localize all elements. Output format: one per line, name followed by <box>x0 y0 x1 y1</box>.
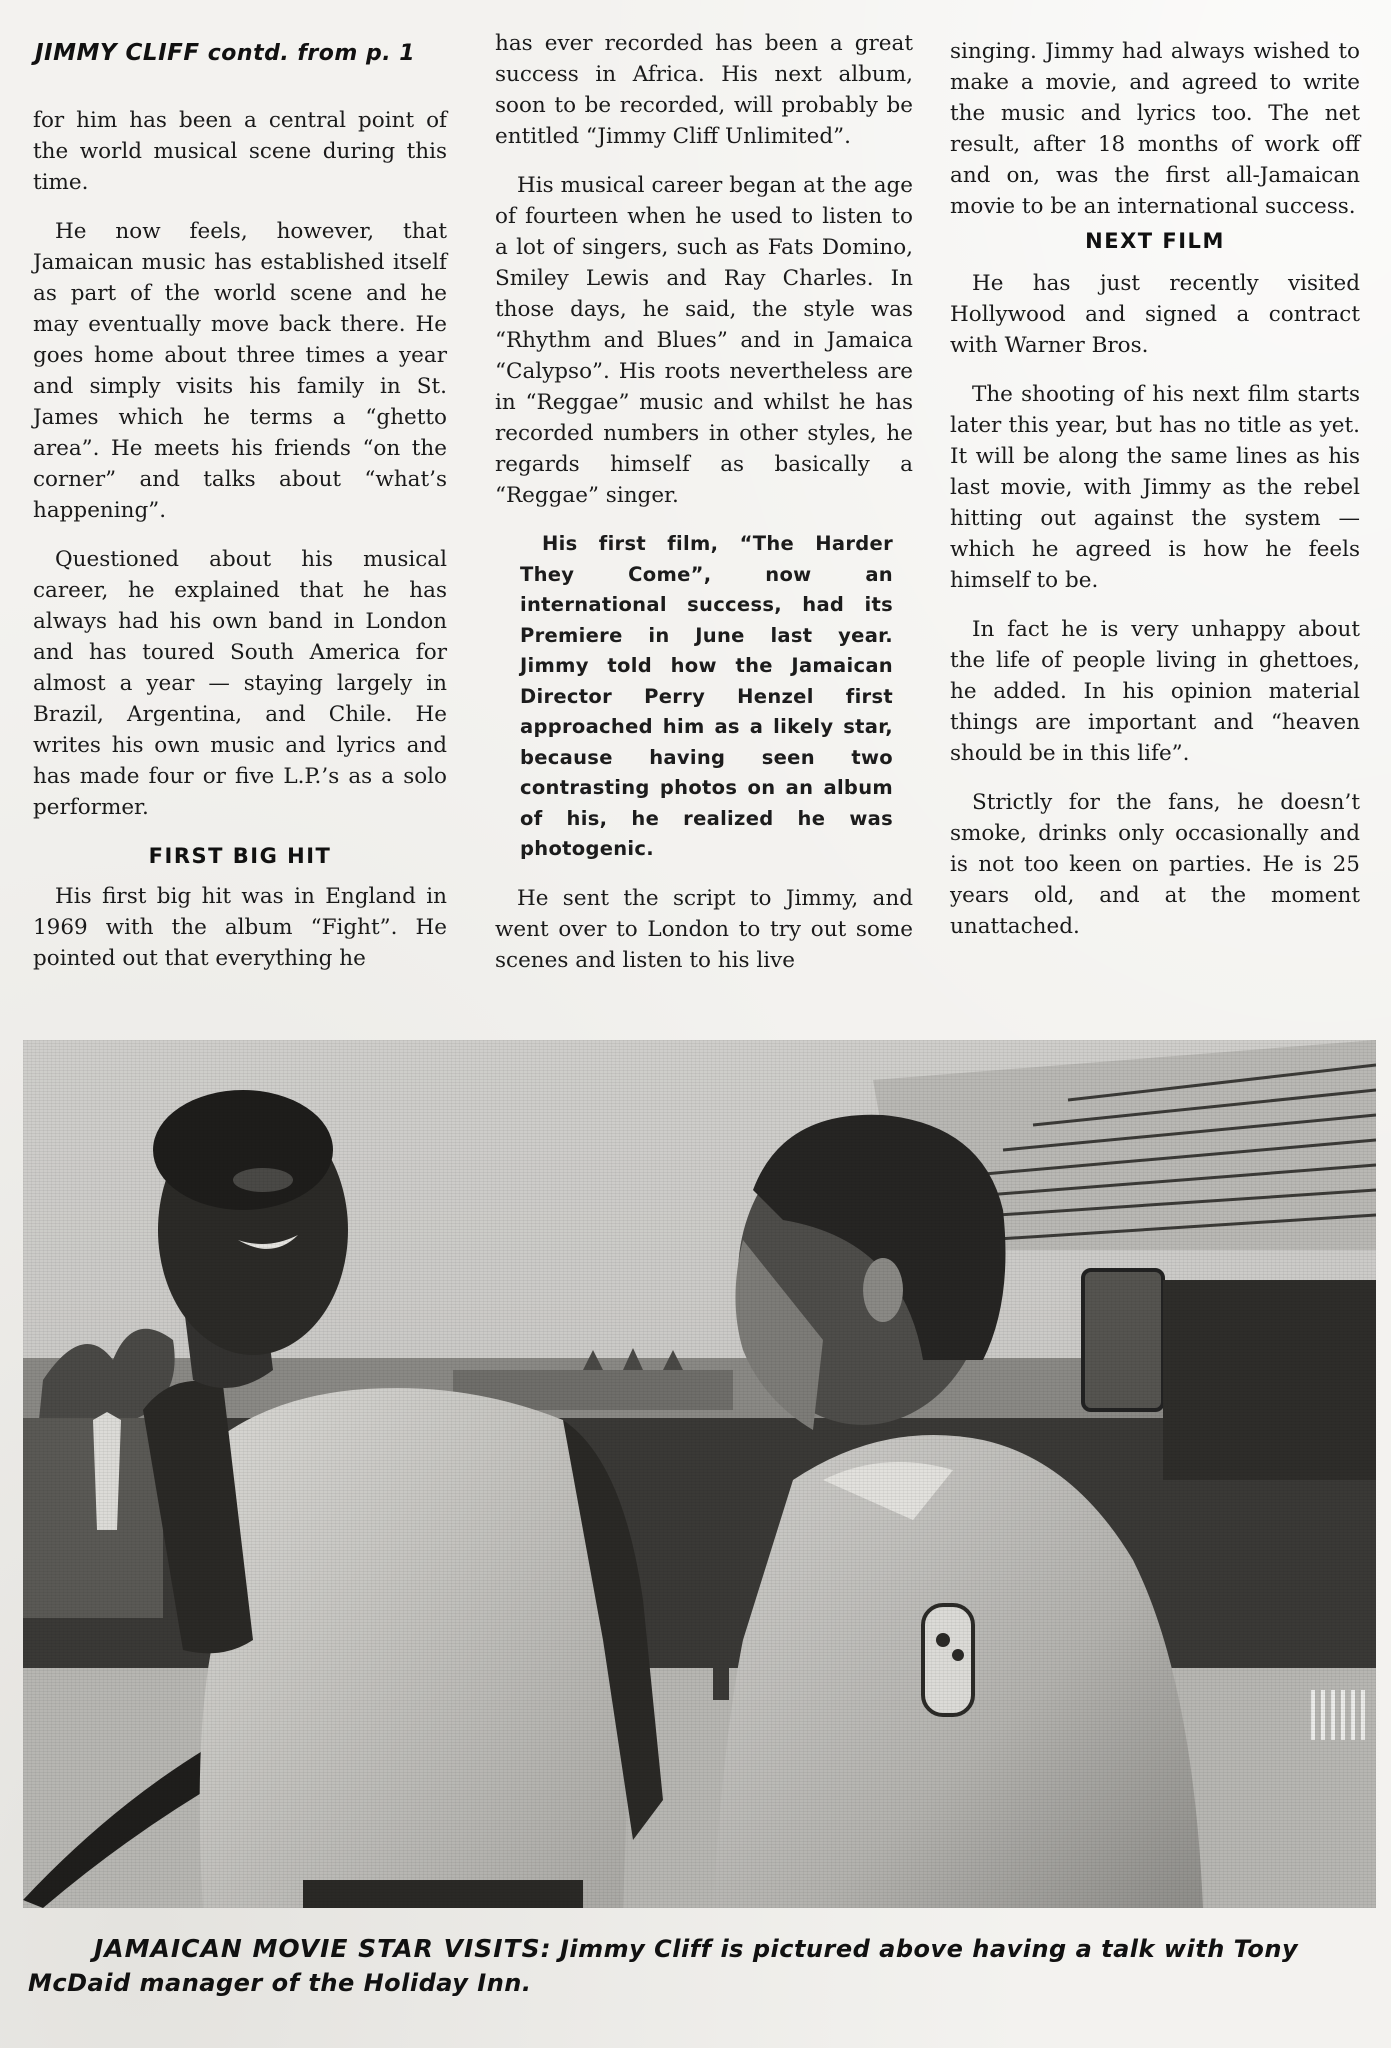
paragraph: His first big hit was in England in 1969 with the album “Fight”. He pointed out that everything he <box>33 884 447 971</box>
paragraph: He has just recently visited Hollywood and signed a contract with Warner Bros. <box>950 271 1360 358</box>
paragraph: Questioned about his musical career, he explained that he has always had his own band in London and has toured South America for almost a year — staying largely in Brazil, Argentina, and Chile. He writes his own music and lyrics and has made four or five L.P.’s as a solo performer. <box>33 547 447 820</box>
paragraph: The shooting of his next film starts later this year, but has no title as yet. It will be along the same lines as his last movie, with Jimmy as the rebel hitting out against the system — which he agreed is how he feels himself to be. <box>950 382 1360 593</box>
photograph <box>23 1040 1376 1908</box>
article-column-2 <box>495 28 913 976</box>
kicker-suffix: contd. from p. 1 <box>207 41 416 66</box>
article-column-1 <box>33 105 447 974</box>
paragraph: singing. Jimmy had always wished to make a movie, and agreed to write the music and lyrics too. The net result, after 18 months of work off and on, was the first all-Jamaican movie to be an international success. <box>950 39 1360 219</box>
paragraph: He sent the script to Jimmy, and went over to London to try out some scenes and listen to his live <box>495 885 913 973</box>
bold-paragraph: His first film, “The Harder They Come”, now an international success, had its Premiere in June last year. Jimmy told how the Jamaican Director Perry Henzel first approached him as a likely star, because having seen two contrasting photos on an album of his, he realized he was photogenic. <box>520 532 893 860</box>
article-kicker <box>35 40 415 66</box>
paragraph: In fact he is very unhappy about the life of people living in ghettoes, he added. In his opinion material things are important and “heaven should be in this life”. <box>950 617 1360 766</box>
caption-lead: JAMAICAN MOVIE STAR VISITS: <box>94 1934 552 1963</box>
paragraph: His musical career began at the age of fourteen when he used to listen to a lot of singers, such as Fats Domino, Smiley Lewis and Ray Charles. In those days, he said, the style was “Rhythm and Blues” and in Jamaica “Calypso”. His roots nevertheless are in “Reggae” music and whilst he has recorded numbers in other styles, he regards himself as basically a “Reggae” singer. <box>495 173 913 508</box>
photo-caption <box>28 1932 1358 2000</box>
paragraph: has ever recorded has been a great success in Africa. His next album, soon to be recorded, will probably be entitled “Jimmy Cliff Unlimited”. <box>495 31 913 149</box>
paragraph: Strictly for the fans, he doesn’t smoke, drinks only occasionally and is not too keen on parties. He is 25 years old, and at the moment unattached. <box>950 790 1360 939</box>
subheading-next-film: NEXT FILM <box>1085 229 1225 253</box>
caption-text: Jimmy Cliff is pictured above having a talk with Tony McDaid manager of the Holiday Inn. <box>28 1935 1299 1997</box>
paragraph: He now feels, however, that Jamaican music has established itself as part of the world scene and he may eventually move back there. He goes home about three times a year and simply visits his family in St. James which he terms a “ghetto area”. He meets his friends “on the corner” and talks about “what’s happening”. <box>33 219 447 523</box>
kicker-name: JIMMY CLIFF <box>35 40 200 66</box>
article-column-3 <box>950 36 1360 942</box>
subheading-first-big-hit: FIRST BIG HIT <box>148 844 332 868</box>
photo-illustration <box>23 1040 1376 1908</box>
paragraph: for him has been a central point of the world musical scene during this time. <box>33 108 447 195</box>
